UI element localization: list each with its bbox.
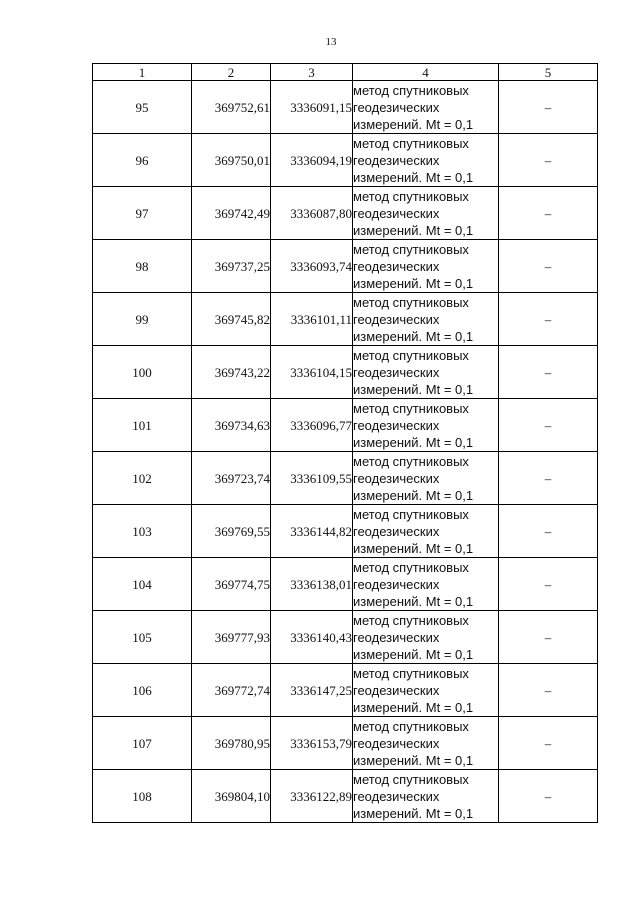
y-coordinate-cell: 3336104,15 — [271, 346, 353, 399]
note-cell: – — [499, 452, 598, 505]
method-cell — [353, 187, 499, 240]
method-line: геодезических — [353, 205, 440, 221]
method-cell — [353, 505, 499, 558]
method-line: измерений. Mt = 0,1 — [353, 540, 474, 556]
method-cell — [353, 717, 499, 770]
table-row — [93, 134, 598, 187]
y-coordinate-cell: 3336138,01 — [271, 558, 353, 611]
method-line: геодезических — [353, 576, 440, 592]
note-cell: – — [499, 293, 598, 346]
note-cell: – — [499, 81, 598, 134]
method-line: измерений. Mt = 0,1 — [353, 222, 474, 238]
table-row — [93, 187, 598, 240]
note-cell: – — [499, 399, 598, 452]
method-line: геодезических — [353, 735, 440, 751]
method-line: метод спутниковых — [353, 294, 469, 310]
y-coordinate-cell: 3336096,77 — [271, 399, 353, 452]
method-line: геодезических — [353, 417, 440, 433]
method-line: геодезических — [353, 788, 440, 804]
method-cell — [353, 346, 499, 399]
table-row — [93, 664, 598, 717]
note-cell: – — [499, 134, 598, 187]
point-number-cell: 105 — [93, 611, 192, 664]
method-cell — [353, 452, 499, 505]
table-row — [93, 293, 598, 346]
method-cell — [353, 81, 499, 134]
y-coordinate-cell: 3336091,15 — [271, 81, 353, 134]
x-coordinate-cell: 369750,01 — [192, 134, 271, 187]
x-coordinate-cell: 369742,49 — [192, 187, 271, 240]
note-cell: – — [499, 770, 598, 823]
method-line: измерений. Mt = 0,1 — [353, 169, 474, 185]
table-row — [93, 346, 598, 399]
y-coordinate-cell: 3336153,79 — [271, 717, 353, 770]
point-number-cell: 104 — [93, 558, 192, 611]
method-line: метод спутниковых — [353, 612, 469, 628]
method-line: измерений. Mt = 0,1 — [353, 275, 474, 291]
header-cell: 5 — [499, 64, 598, 81]
method-line: измерений. Mt = 0,1 — [353, 752, 474, 768]
y-coordinate-cell: 3336094,19 — [271, 134, 353, 187]
header-cell: 1 — [93, 64, 192, 81]
method-line: метод спутниковых — [353, 453, 469, 469]
method-line: метод спутниковых — [353, 135, 469, 151]
method-line: метод спутниковых — [353, 559, 469, 575]
table-header-row — [93, 64, 598, 81]
x-coordinate-cell: 369734,63 — [192, 399, 271, 452]
y-coordinate-cell: 3336144,82 — [271, 505, 353, 558]
y-coordinate-cell: 3336147,25 — [271, 664, 353, 717]
x-coordinate-cell: 369745,82 — [192, 293, 271, 346]
coordinates-table — [92, 63, 598, 823]
y-coordinate-cell: 3336101,11 — [271, 293, 353, 346]
method-line: геодезических — [353, 682, 440, 698]
table-row — [93, 81, 598, 134]
note-cell: – — [499, 611, 598, 664]
method-line: измерений. Mt = 0,1 — [353, 593, 474, 609]
x-coordinate-cell: 369743,22 — [192, 346, 271, 399]
method-cell — [353, 611, 499, 664]
table-row — [93, 611, 598, 664]
y-coordinate-cell: 3336109,55 — [271, 452, 353, 505]
method-line: геодезических — [353, 99, 440, 115]
point-number-cell: 99 — [93, 293, 192, 346]
method-line: метод спутниковых — [353, 771, 469, 787]
table-row — [93, 399, 598, 452]
point-number-cell: 108 — [93, 770, 192, 823]
method-cell — [353, 770, 499, 823]
y-coordinate-cell: 3336122,89 — [271, 770, 353, 823]
method-line: геодезических — [353, 152, 440, 168]
point-number-cell: 98 — [93, 240, 192, 293]
method-line: метод спутниковых — [353, 718, 469, 734]
point-number-cell: 95 — [93, 81, 192, 134]
table-row — [93, 558, 598, 611]
method-line: измерений. Mt = 0,1 — [353, 328, 474, 344]
method-line: измерений. Mt = 0,1 — [353, 646, 474, 662]
method-line: метод спутниковых — [353, 347, 469, 363]
table-row — [93, 505, 598, 558]
note-cell: – — [499, 187, 598, 240]
method-line: геодезических — [353, 629, 440, 645]
table-row — [93, 770, 598, 823]
method-cell — [353, 134, 499, 187]
point-number-cell: 97 — [93, 187, 192, 240]
x-coordinate-cell: 369774,75 — [192, 558, 271, 611]
method-line: измерений. Mt = 0,1 — [353, 487, 474, 503]
method-line: измерений. Mt = 0,1 — [353, 381, 474, 397]
note-cell: – — [499, 505, 598, 558]
x-coordinate-cell: 369737,25 — [192, 240, 271, 293]
method-line: метод спутниковых — [353, 82, 469, 98]
method-line: геодезических — [353, 470, 440, 486]
method-cell — [353, 558, 499, 611]
point-number-cell: 107 — [93, 717, 192, 770]
point-number-cell: 106 — [93, 664, 192, 717]
x-coordinate-cell: 369752,61 — [192, 81, 271, 134]
method-line: метод спутниковых — [353, 506, 469, 522]
note-cell: – — [499, 346, 598, 399]
point-number-cell: 102 — [93, 452, 192, 505]
x-coordinate-cell: 369769,55 — [192, 505, 271, 558]
page-number: 13 — [325, 36, 337, 48]
point-number-cell: 96 — [93, 134, 192, 187]
method-line: геодезических — [353, 523, 440, 539]
method-line: измерений. Mt = 0,1 — [353, 434, 474, 450]
header-cell: 3 — [271, 64, 353, 81]
method-line: метод спутниковых — [353, 188, 469, 204]
x-coordinate-cell: 369804,10 — [192, 770, 271, 823]
x-coordinate-cell: 369772,74 — [192, 664, 271, 717]
header-cell: 4 — [353, 64, 499, 81]
method-line: геодезических — [353, 364, 440, 380]
x-coordinate-cell: 369723,74 — [192, 452, 271, 505]
table-row — [93, 240, 598, 293]
point-number-cell: 103 — [93, 505, 192, 558]
header-cell: 2 — [192, 64, 271, 81]
x-coordinate-cell: 369780,95 — [192, 717, 271, 770]
point-number-cell: 100 — [93, 346, 192, 399]
method-line: измерений. Mt = 0,1 — [353, 116, 474, 132]
table-row — [93, 717, 598, 770]
note-cell: – — [499, 240, 598, 293]
method-cell — [353, 399, 499, 452]
y-coordinate-cell: 3336140,43 — [271, 611, 353, 664]
method-line: метод спутниковых — [353, 665, 469, 681]
method-line: геодезических — [353, 311, 440, 327]
y-coordinate-cell: 3336087,80 — [271, 187, 353, 240]
method-cell — [353, 240, 499, 293]
note-cell: – — [499, 664, 598, 717]
point-number-cell: 101 — [93, 399, 192, 452]
method-line: метод спутниковых — [353, 241, 469, 257]
note-cell: – — [499, 558, 598, 611]
method-line: геодезических — [353, 258, 440, 274]
method-cell — [353, 293, 499, 346]
method-line: измерений. Mt = 0,1 — [353, 699, 474, 715]
method-line: метод спутниковых — [353, 400, 469, 416]
method-line: измерений. Mt = 0,1 — [353, 805, 474, 821]
table-row — [93, 452, 598, 505]
method-cell — [353, 664, 499, 717]
note-cell: – — [499, 717, 598, 770]
y-coordinate-cell: 3336093,74 — [271, 240, 353, 293]
x-coordinate-cell: 369777,93 — [192, 611, 271, 664]
